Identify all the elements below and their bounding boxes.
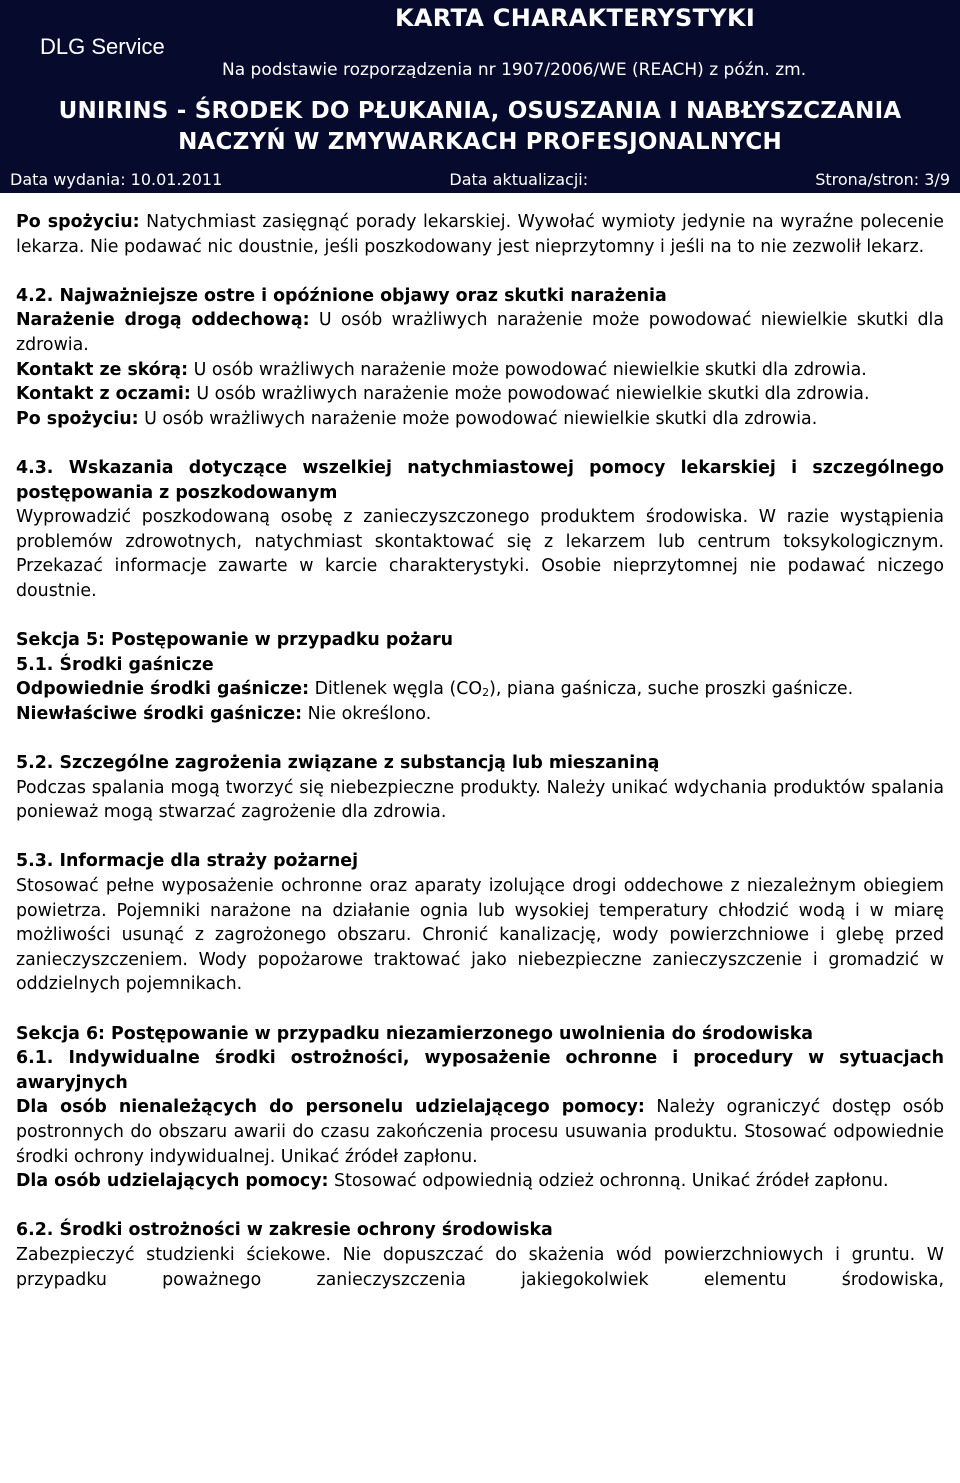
suitable-media-text-b: ), piana gaśnicza, suche proszki gaśnicze. — [489, 679, 854, 700]
document-header — [0, 0, 960, 193]
emergency-responders-paragraph — [16, 1169, 944, 1194]
ingestion-effects-label: Po spożyciu: — [16, 408, 139, 429]
section-6-2-text: Zabezpieczyć studzienki ściekowe. Nie dopuszczać do skażenia wód powierzchniowych i gruntu. W przypadku poważnego zanieczyszczenia jakiegokolwiek elementu środowiska, — [16, 1244, 944, 1290]
ingestion-text: Natychmiast zasięgnąć porady lekarskiej. Wywołać wymioty jedynie na wyraźne polecenie lekarza. Nie podawać nic doustnie, jeśli poszkodowany jest nieprzytomny i jeśli na to nie zezwolił lekarz. — [16, 212, 944, 257]
document-title: KARTA CHARAKTERYSTYKI — [395, 4, 756, 32]
issue-date: Data wydania: 10.01.2011 — [10, 170, 223, 189]
section-6-2-heading: 6.2. Środki ostrożności w zakresie ochrony środowiska — [16, 1220, 553, 1241]
emergency-responders-text: Stosować odpowiednią odzież ochronną. Unikać źródeł zapłonu. — [328, 1171, 889, 1192]
product-name-line2: NACZYŃ W ZMYWARKACH PROFESJONALNYCH — [178, 129, 782, 155]
co2-subscript: 2 — [482, 686, 490, 700]
eye-contact-text: U osób wrażliwych narażenie może powodować niewielkie skutki dla zdrowia. — [190, 384, 870, 405]
section-4-2-heading: 4.2. Najważniejsze ostre i opóźnione objawy oraz skutki narażenia — [16, 285, 667, 306]
inhalation-label: Narażenie drogą oddechową: — [16, 310, 310, 331]
page-indicator: Strona/stron: 3/9 — [815, 170, 950, 189]
suitable-media-label: Odpowiednie środki gaśnicze: — [16, 679, 310, 700]
section-5-3-heading: 5.3. Informacje dla straży pożarnej — [16, 851, 359, 872]
ingestion-effects-text: U osób wrażliwych narażenie może powodować niewielkie skutki dla zdrowia. — [138, 408, 818, 429]
unsuitable-media-text: Nie określono. — [302, 703, 432, 724]
emergency-responders-label: Dla osób udzielających pomocy: — [16, 1171, 329, 1192]
inhalation-paragraph — [16, 308, 944, 357]
section-5-2-heading: 5.2. Szczególne zagrożenia związane z substancją lub mieszaniną — [16, 753, 660, 774]
non-emergency-label: Dla osób nienależących do personelu udzielającego pomocy: — [16, 1097, 645, 1118]
product-name — [0, 96, 960, 158]
non-emergency-paragraph — [16, 1095, 944, 1169]
section-4-3-text: Wyprowadzić poszkodowaną osobę z zanieczyszczonego produktem środowiska. W razie wystąpienia problemów zdrowotnych, natychmiast skontaktować się z lekarzem lub centrum toksykologicznym. Przekazać informacje zawarte w karcie charakterystyki. Osobie nieprzytomnej nie podawać niczego doustnie. — [16, 507, 944, 601]
unsuitable-media-paragraph — [16, 702, 944, 727]
skin-contact-text: U osób wrażliwych narażenie może powodować niewielkie skutki dla zdrowia. — [188, 359, 867, 380]
suitable-media-paragraph — [16, 677, 944, 702]
section-5-1-heading: 5.1. Środki gaśnicze — [16, 654, 214, 675]
section-5-3-text: Stosować pełne wyposażenie ochronne oraz aparaty izolujące drogi oddechowe z niezależnym obiegiem powietrza. Pojemniki narażone na działanie ognia lub wysokiej temperatury chłodzić wodą i w miarę możliwości usunąć z zagrożonego obszaru. Chronić kanalizację, wody powierzchniowe i glebę przed zanieczyszczeniem. Wody popożarowe traktować jako niebezpieczne zanieczyszczenie i gromadzić w oddzielnych pojemnikach. — [16, 876, 944, 995]
document-meta — [10, 170, 950, 189]
section-5-heading: Sekcja 5: Postępowanie w przypadku pożaru — [16, 630, 454, 651]
section-6-heading: Sekcja 6: Postępowanie w przypadku niezamierzonego uwolnienia do środowiska — [16, 1023, 813, 1044]
skin-contact-paragraph — [16, 358, 944, 383]
ingestion-label: Po spożyciu: — [16, 212, 140, 232]
eye-contact-paragraph — [16, 382, 944, 407]
product-name-line1: UNIRINS - ŚRODEK DO PŁUKANIA, OSUSZANIA I NABŁYSZCZANIA — [58, 98, 902, 124]
ingestion-effects-paragraph — [16, 407, 944, 432]
inhalation-text: U osób wrażliwych narażenie może powodować niewielkie skutki dla zdrowia. — [16, 310, 945, 355]
section-4-3-heading: 4.3. Wskazania dotyczące wszelkiej natychmiastowej pomocy lekarskiej i szczególnego postępowania z poszkodowanym — [16, 457, 944, 503]
suitable-media-text-a: Ditlenek węgla (CO — [309, 679, 483, 700]
update-date: Data aktualizacji: — [449, 170, 589, 189]
section-5-2-text: Podczas spalania mogą tworzyć się niebezpieczne produkty. Należy unikać wdychania produktów spalania ponieważ mogą stwarzać zagrożenie dla zdrowia. — [16, 777, 944, 823]
non-emergency-text: Należy ograniczyć dostęp osób postronnych do obszaru awarii do czasu zakończenia procesu usuwania produktu. Stosować odpowiednie środki ochrony indywidualnej. Unikać źródeł zapłonu. — [16, 1097, 944, 1167]
section-6-1-heading: 6.1. Indywidualne środki ostrożności, wyposażenie ochronne i procedury w sytuacjach awaryjnych — [16, 1048, 944, 1093]
unsuitable-media-label: Niewłaściwe środki gaśnicze: — [16, 703, 303, 724]
eye-contact-label: Kontakt z oczami: — [16, 384, 191, 405]
document-body — [16, 210, 944, 1292]
company-name: DLG Service — [40, 34, 165, 59]
skin-contact-label: Kontakt ze skórą: — [16, 359, 189, 380]
regulation-subtitle: Na podstawie rozporządzenia nr 1907/2006/WE (REACH) z późn. zm. — [222, 60, 807, 80]
ingestion-paragraph — [16, 210, 944, 259]
